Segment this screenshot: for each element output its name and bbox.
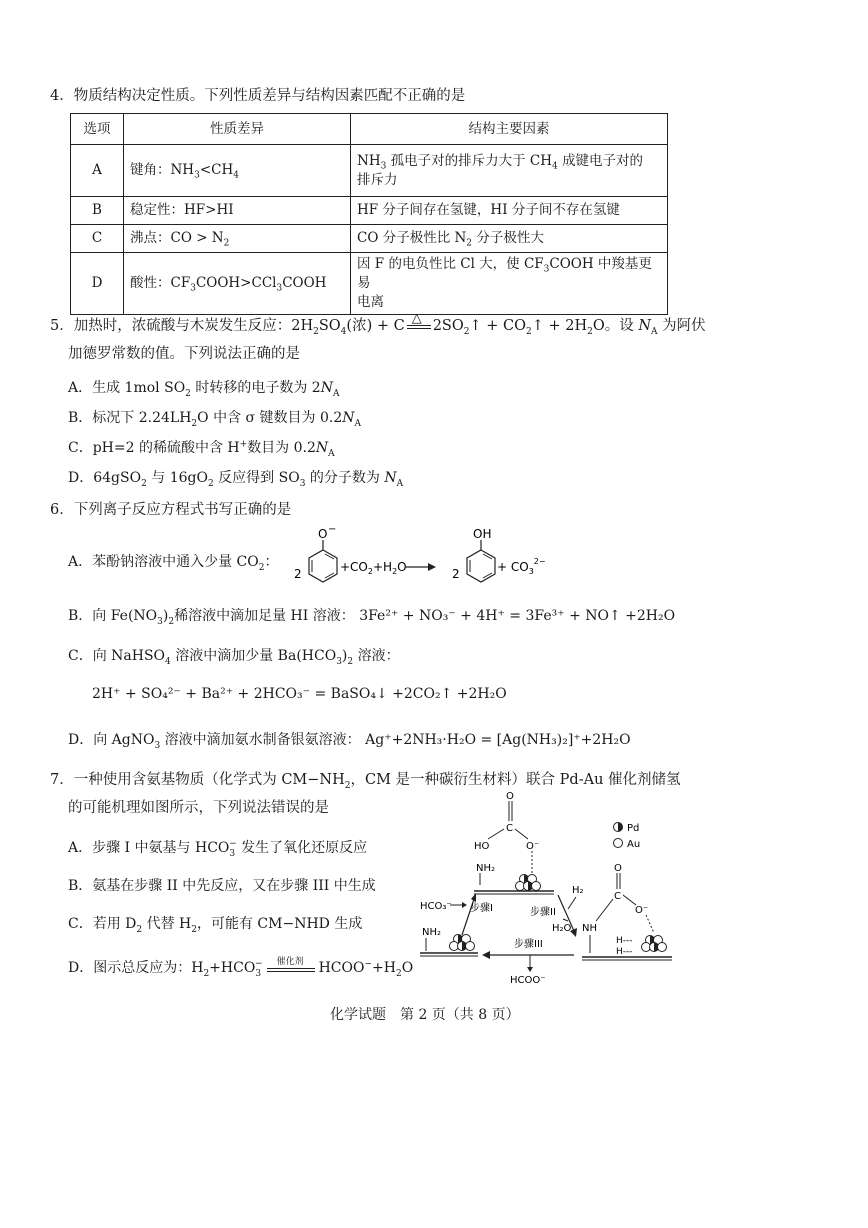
right-o-minus: O⁻ (635, 905, 649, 916)
table-row (71, 253, 668, 315)
plus-carbonate: + $CO_3^{2-}$ (497, 557, 546, 576)
top-o-minus: O⁻ (526, 841, 540, 852)
plus-co2-h2o: $+CO_2+H_2O$ (340, 560, 407, 576)
row-option: C (71, 225, 124, 253)
left-nh2: NH₂ (422, 927, 442, 938)
q6-option-c-equation: 2H⁺ + SO₄²⁻ + Ba²⁺ + 2HCO₃⁻ = BaSO₄↓ +2CO₂↑ +2H₂O (92, 686, 507, 702)
right-nh: NH (582, 923, 597, 934)
hydroxyl-label: OH (473, 527, 492, 541)
q5-option-c: C．pH=2 的稀硫酸中含 H+数目为 $0.2N_A$ (68, 439, 335, 459)
right-o: O (614, 863, 622, 874)
q5-stem-line1: 5．加热时，浓硫酸与木炭发生反应：$2H_2SO_4$(浓) + C △ $2SO_2↑$ + $CO_2↑ + 2H_2O$。设 $N_A$ 为阿伏 (50, 311, 706, 337)
q7-option-c: C．若用 $D_2$ 代替 $H_2$，可能有 CM−NHD 生成 (68, 916, 363, 935)
row-reason: HF 分子间存在氢键，HI 分子间不存在氢键 (351, 197, 668, 225)
q6-stem: 6．下列离子反应方程式书写正确的是 (50, 502, 292, 518)
mechanism-diagram (418, 785, 680, 985)
benzene-ring-left (309, 550, 337, 582)
header-structure: 结构主要因素 (351, 114, 668, 145)
q6-option-c-label: C．向 NaHSO$_4$ 溶液中滴加少量 $Ba(HCO_3)_2$ 溶液： (68, 648, 400, 667)
q5-option-b: B．标况下 $2.24LH_2O$ 中含 σ 键数目为 $0.2N_A$ (68, 410, 362, 429)
heat-condition-sign: △ (407, 317, 431, 335)
h-bond-2: H--- (616, 947, 633, 957)
q6-option-a-label: A．苯酚钠溶液中通入少量 $CO_2$： (68, 554, 279, 573)
row-option: D (71, 253, 124, 315)
h2-label: H₂ (572, 885, 584, 896)
phenoxide-reaction-diagram (290, 524, 560, 596)
q6-option-b: B．向 $Fe(NO_3)_2$稀溶液中滴加足量 HI 溶液： 3Fe²⁺ + NO₃⁻ + 4H⁺ = 3Fe³⁺ + NO↑ +2H₂O (68, 608, 676, 627)
legend-au: Au (627, 839, 641, 850)
hcoo-label: HCOO⁻ (510, 975, 546, 985)
table-header-row (71, 114, 668, 145)
row-reason: 因 F 的电负性比 Cl 大，使 $CF_3COOH$ 中羧基更易 电离 (351, 253, 668, 315)
row-reason: $NH_3$ 孤电子对的排斥力大于 $CH_4$ 成键电子对的 排斥力 (351, 145, 668, 197)
q4-stem: 4．物质结构决定性质。下列性质差异与结构因素匹配不正确的是 (50, 88, 466, 104)
row-option: B (71, 197, 124, 225)
benzene-ring-right (467, 550, 495, 582)
coefficient-2: 2 (294, 567, 302, 581)
step2-label: 步骤II (530, 907, 556, 918)
row-property: 酸性：$CF_3COOH>CCl_3COOH$ (124, 253, 351, 315)
h2o-label: H₂O (552, 923, 572, 934)
q7-option-a: A．步骤 I 中氨基与 $HCO_3^-$ 发生了氧化还原反应 (68, 839, 368, 859)
coefficient-2b: 2 (452, 567, 460, 581)
q7-stem-line2: 的可能机理如图所示，下列说法错误的是 (68, 800, 329, 816)
q6-option-d: D．向 AgNO$_3$ 溶液中滴加氨水制备银氨溶液： Ag⁺+2NH₃·H₂O = [Ag(NH₃)₂]⁺+2H₂O (68, 732, 631, 751)
header-option: 选项 (71, 114, 124, 145)
header-property: 性质差异 (124, 114, 351, 145)
q7-option-b: B．氨基在步骤 II 中先反应，又在步骤 III 中生成 (68, 878, 376, 894)
row-property: 稳定性：HF>HI (124, 197, 351, 225)
step1-label: 步骤I (470, 903, 493, 914)
q5-option-d: D．64gSO$_2$ 与 $16gO_2$ 反应得到 $SO_3$ 的分子数为 $N_A$ (68, 470, 404, 489)
au-legend-icon (614, 839, 623, 848)
q4-table (70, 113, 668, 315)
left-hco3: HCO₃⁻ (420, 901, 452, 912)
q5-stem-line2: 加德罗常数的值。下列说法正确的是 (68, 346, 300, 362)
catalyst-condition-sign: 催化剂 (267, 958, 315, 978)
legend-pd: Pd (627, 823, 640, 834)
step3-label: 步骤III (514, 939, 543, 950)
row-property: 键角：$NH_3<CH_4$ (124, 145, 351, 197)
right-c: C (614, 891, 621, 902)
row-option: A (71, 145, 124, 197)
row-property: 沸点：CO > $N_2$ (124, 225, 351, 253)
svg-text:−: − (328, 524, 337, 535)
top-nh2: NH₂ (476, 863, 496, 874)
oxide-o-label: O (318, 527, 328, 541)
table-row (71, 225, 668, 253)
row-reason: CO 分子极性比 $N_2$ 分子极性大 (351, 225, 668, 253)
top-o: O (506, 791, 514, 802)
table-row (71, 197, 668, 225)
h-bond-1: H--- (616, 936, 633, 946)
page-footer: 化学试题 第 2 页（共 8 页） (330, 1007, 520, 1023)
table-row (71, 145, 668, 197)
q7-stem-line1: 7．一种使用含氨基物质（化学式为 $CM-NH_2$，CM 是一种碳衍生材料）联合 Pd-Au 催化剂储氢 (50, 772, 681, 791)
top-ho: HO (474, 841, 490, 852)
q5-option-a: A．生成 1mol $SO_2$ 时转移的电子数为 $2N_A$ (68, 380, 340, 399)
top-c: C (506, 823, 513, 834)
q7-option-d: D．图示总反应为：$H_2+HCO_3^-$ 催化剂 $HCOO^-+H_2O$ (68, 957, 414, 979)
